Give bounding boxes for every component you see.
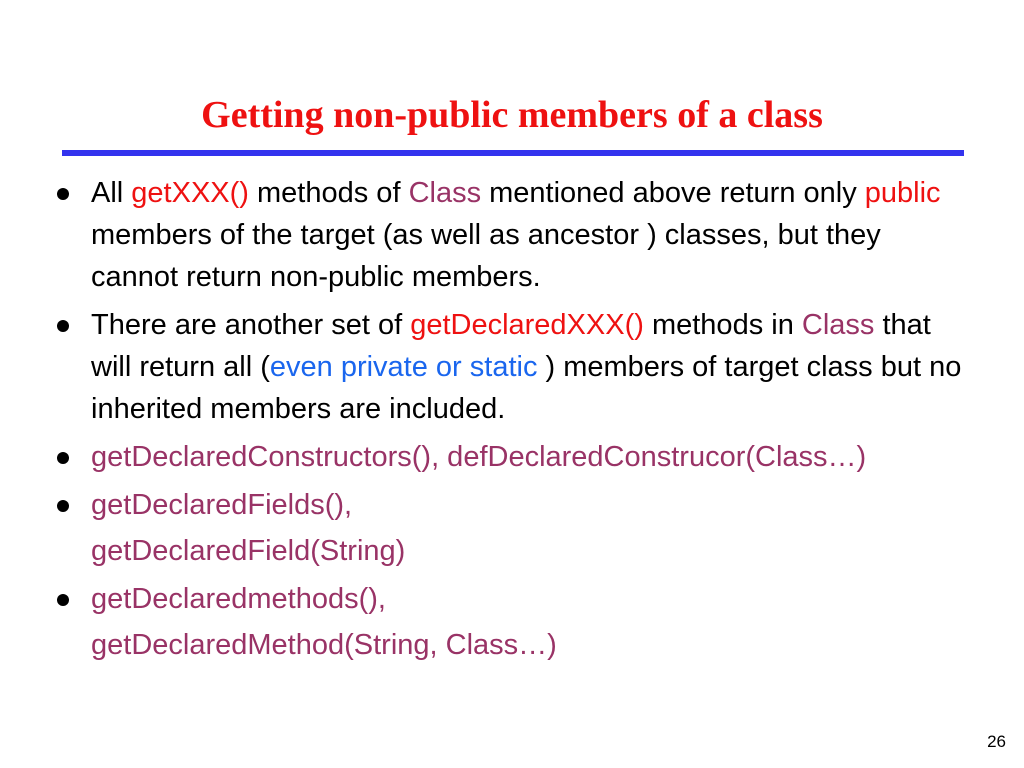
method-name: getXXX()	[131, 177, 249, 209]
bullet-item	[52, 172, 972, 298]
bullet-text: methods in	[643, 309, 802, 341]
class-name: Class	[801, 309, 875, 341]
method-list-text: getDeclaredField(String)	[91, 535, 406, 567]
method-list-text: getDeclaredConstructors(), defDeclaredConstrucor(Class…)	[91, 441, 867, 473]
class-name: Class	[408, 177, 482, 209]
slide-title: Getting non-public members of a class	[201, 94, 823, 136]
bullet-item	[52, 436, 972, 478]
highlight-phrase: even private or static	[269, 351, 538, 383]
bullet-text: that will return all (	[91, 309, 931, 383]
bullet-text: members of the target (as well as ancestor ) classes, but they cannot return non-public members.	[91, 219, 881, 293]
bullet-text: mentioned above return only	[481, 177, 865, 209]
bullet-text: All	[91, 177, 132, 209]
bullet-icon	[57, 500, 69, 512]
title-underline	[62, 150, 964, 156]
method-list-text: getDeclaredmethods(),	[91, 583, 386, 615]
bullet-text: methods of	[248, 177, 409, 209]
bullet-item	[52, 484, 972, 572]
bullet-list	[52, 172, 972, 672]
method-list-text: getDeclaredMethod(String, Class…)	[91, 629, 557, 661]
bullet-item	[52, 304, 972, 430]
method-name: getDeclaredXXX()	[410, 309, 644, 341]
bullet-icon	[57, 594, 69, 606]
bullet-icon	[57, 320, 69, 332]
bullet-icon	[57, 452, 69, 464]
bullet-text: There are another set of	[91, 309, 411, 341]
bullet-text: ) members of target class but no inherited members are included.	[91, 351, 962, 425]
page-number: 26	[987, 732, 1006, 751]
bullet-icon	[57, 188, 69, 200]
modifier-keyword: public	[864, 177, 941, 209]
bullet-item	[52, 578, 972, 666]
method-list-text: getDeclaredFields(),	[91, 489, 353, 521]
